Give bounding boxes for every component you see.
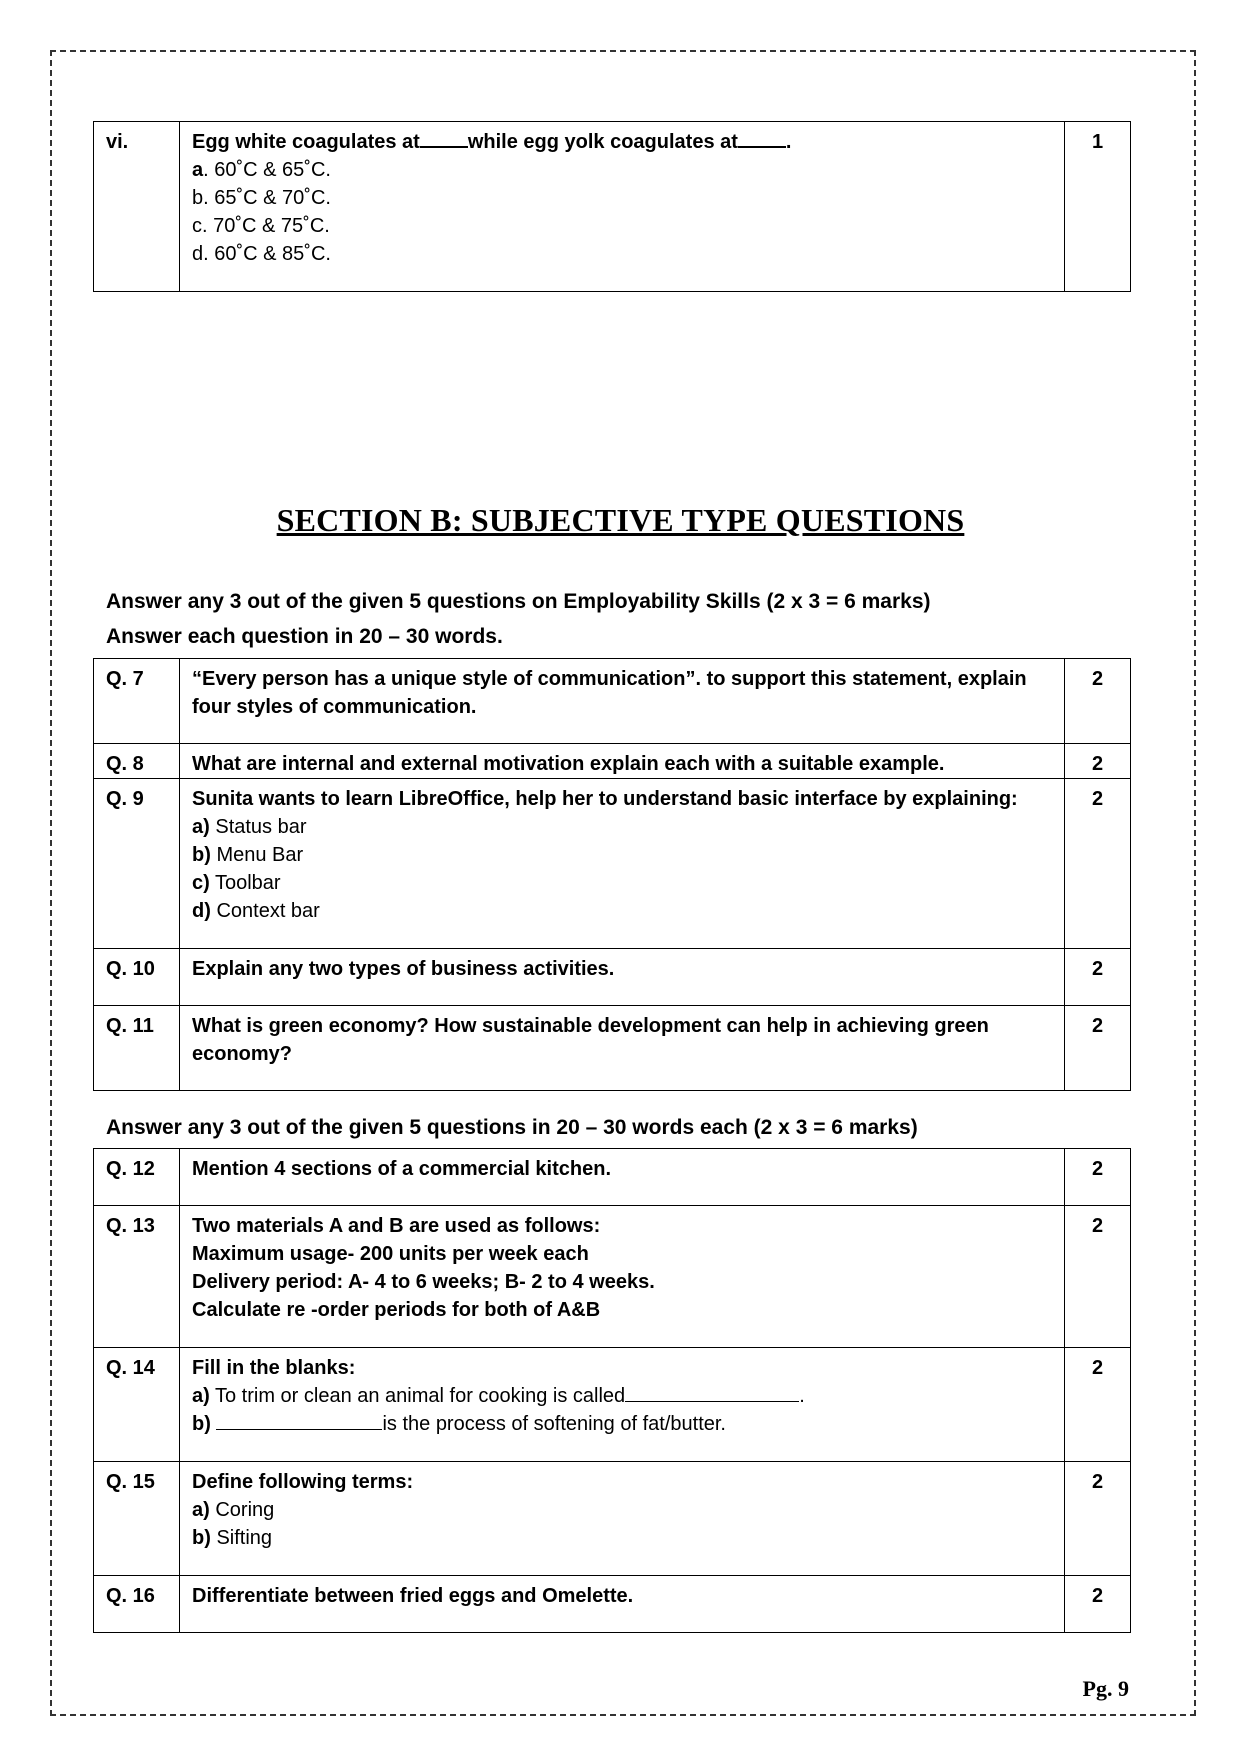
option (192, 1496, 1052, 1524)
question-number: Q. 14 (94, 1348, 180, 1462)
question-cell (180, 659, 1065, 744)
option-text: is the process of softening of fat/butter. (382, 1413, 726, 1435)
blank-line (738, 128, 786, 148)
option-text: To trim or clean an animal for cooking is called (209, 1385, 626, 1407)
instruction-section-questions: Answer any 3 out of the given 5 questions in 20 – 30 words each (2 x 3 = 6 marks) (106, 1116, 918, 1139)
table-row (94, 1462, 1131, 1576)
question-number: Q. 9 (94, 779, 180, 949)
table-row (94, 949, 1131, 1006)
question-text: “Every person has a unique style of communication”. to support this statement, explain (192, 668, 1027, 690)
question-table-b (93, 658, 1131, 1091)
page-number: Pg. 9 (1082, 1676, 1129, 1701)
marks: 2 (1065, 1006, 1131, 1091)
table-row (94, 1149, 1131, 1206)
table-row (94, 1576, 1131, 1633)
option (192, 813, 1052, 841)
blank-line (216, 1411, 382, 1430)
table-row (94, 659, 1131, 744)
question-text-part: Egg white coagulates at (192, 131, 420, 153)
blank-line (625, 1383, 799, 1402)
blank-line (420, 128, 468, 148)
option (192, 869, 1052, 897)
question-number: vi. (94, 122, 180, 292)
marks: 1 (1065, 122, 1131, 292)
question-text-part: . (785, 131, 792, 153)
option-text: Toolbar (209, 872, 281, 894)
table-row (94, 1348, 1131, 1462)
question-text: Differentiate between fried eggs and Omelette. (180, 1576, 1065, 1633)
question-cell (180, 1006, 1065, 1091)
instruction-employability: Answer any 3 out of the given 5 questions on Employability Skills (2 x 3 = 6 marks) (106, 590, 931, 613)
option-letter: a) (192, 816, 210, 838)
option (192, 1524, 1052, 1552)
question-text: Define following terms: (192, 1471, 414, 1493)
question-text: What is green economy? How sustainable development can help in achieving green (192, 1015, 989, 1037)
question-number: Q. 13 (94, 1206, 180, 1348)
option-text: . (799, 1385, 805, 1407)
question-text: Calculate re -order periods for both of A&B (192, 1299, 601, 1321)
question-cell (180, 122, 1065, 292)
table-row (94, 122, 1131, 292)
question-number: Q. 16 (94, 1576, 180, 1633)
table-row (94, 744, 1131, 779)
question-text (192, 128, 1052, 156)
question-cell (180, 779, 1065, 949)
table-row (94, 1206, 1131, 1348)
marks: 2 (1065, 744, 1131, 779)
option-letter: a) (192, 1499, 210, 1521)
marks: 2 (1065, 659, 1131, 744)
question-number: Q. 8 (94, 744, 180, 779)
question-number: Q. 11 (94, 1006, 180, 1091)
table-row (94, 779, 1131, 949)
question-text: Fill in the blanks: (192, 1357, 356, 1379)
option: c. 70˚C & 75˚C. (192, 215, 330, 237)
question-table-c (93, 1148, 1131, 1633)
question-cell (180, 1348, 1065, 1462)
question-text: What are internal and external motivation explain each with a suitable example. (180, 744, 1065, 779)
question-number: Q. 10 (94, 949, 180, 1006)
option-letter: a (192, 159, 204, 181)
question-cell (180, 1462, 1065, 1576)
marks: 2 (1065, 949, 1131, 1006)
question-text-part: while egg yolk coagulates at (467, 131, 738, 153)
question-text: economy? (192, 1043, 293, 1065)
question-text: Explain any two types of business activities. (180, 949, 1065, 1006)
option-letter: d) (192, 900, 211, 922)
option-text: Context bar (210, 900, 320, 922)
option-text: . 60˚C & 65˚C. (203, 159, 331, 181)
question-text: Delivery period: A- 4 to 6 weeks; B- 2 to 4 weeks. (192, 1271, 655, 1293)
option-text: Status bar (209, 816, 307, 838)
option (192, 156, 1052, 184)
marks: 2 (1065, 1149, 1131, 1206)
option: b. 65˚C & 70˚C. (192, 187, 331, 209)
question-number: Q. 12 (94, 1149, 180, 1206)
question-table-a (93, 121, 1131, 292)
option (192, 1410, 1052, 1438)
option (192, 841, 1052, 869)
marks: 2 (1065, 779, 1131, 949)
question-text: Sunita wants to learn LibreOffice, help her to understand basic interface by explaining: (192, 788, 1018, 810)
option (192, 1382, 1052, 1410)
question-text: Two materials A and B are used as follows: (192, 1215, 601, 1237)
option-letter: b) (192, 1413, 211, 1435)
question-text: four styles of communication. (192, 696, 477, 718)
question-cell (180, 1206, 1065, 1348)
option-letter: a) (192, 1385, 210, 1407)
option-text: Sifting (210, 1527, 273, 1549)
marks: 2 (1065, 1462, 1131, 1576)
option-letter: c) (192, 872, 210, 894)
question-text: Mention 4 sections of a commercial kitchen. (180, 1149, 1065, 1206)
marks: 2 (1065, 1348, 1131, 1462)
section-title: SECTION B: SUBJECTIVE TYPE QUESTIONS (276, 502, 965, 538)
marks: 2 (1065, 1206, 1131, 1348)
marks: 2 (1065, 1576, 1131, 1633)
option-letter: b) (192, 1527, 211, 1549)
table-row (94, 1006, 1131, 1091)
option: d. 60˚C & 85˚C. (192, 243, 331, 265)
question-number: Q. 7 (94, 659, 180, 744)
option-letter: b) (192, 844, 211, 866)
option-text: Menu Bar (210, 844, 304, 866)
option (192, 897, 1052, 925)
option-text: Coring (209, 1499, 275, 1521)
question-number: Q. 15 (94, 1462, 180, 1576)
instruction-word-limit: Answer each question in 20 – 30 words. (106, 625, 503, 648)
question-text: Maximum usage- 200 units per week each (192, 1243, 589, 1265)
